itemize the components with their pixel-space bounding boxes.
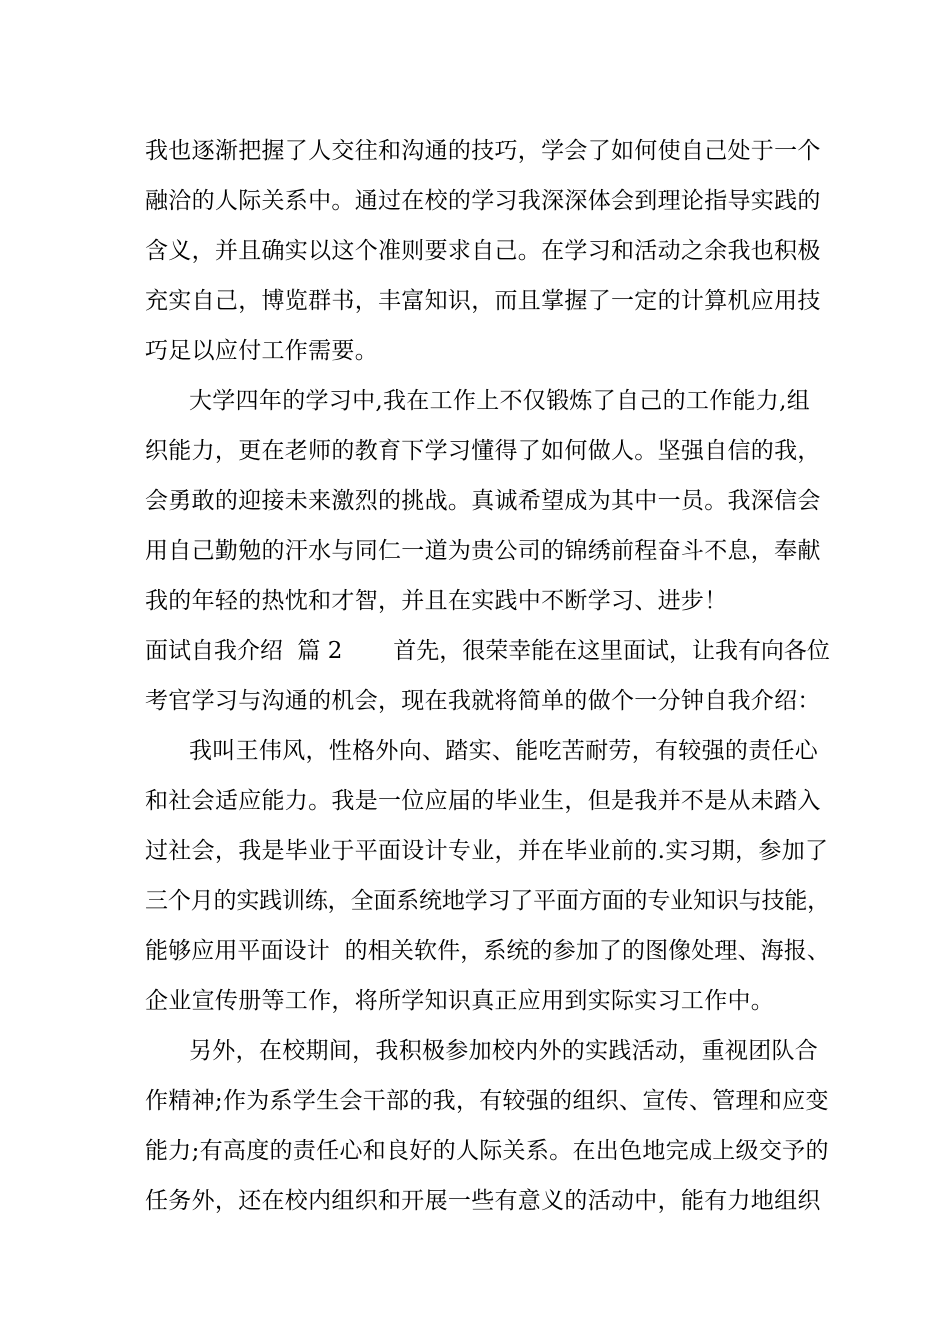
text-line: 和社会适应能力。我是一位应届的毕业生，但是我并不是从未踏入 — [145, 788, 821, 814]
text-line: 过社会，我是毕业于平面设计专业，并在毕业前的.实习期，参加了 — [145, 838, 829, 864]
text-line: 我也逐渐把握了人交往和沟通的技巧，学会了如何使自己处于一个 — [145, 138, 821, 164]
text-line: 会勇敢的迎接未来激烈的挑战。真诚希望成为其中一员。我深信会 — [145, 488, 821, 514]
paragraph-first-line: 另外，在校期间，我积极参加校内外的实践活动，重视团队合 — [189, 1038, 819, 1064]
text-line: 企业宣传册等工作，将所学知识真正应用到实际实习工作中。 — [145, 988, 775, 1014]
text-line: 织能力，更在老师的教育下学习懂得了如何做人。坚强自信的我， — [145, 438, 821, 464]
text-line: 作精神;作为系学生会干部的我，有较强的组织、宣传、管理和应变 — [145, 1088, 829, 1114]
text-line: 我的年轻的热忱和才智，并且在实践中不断学习、进步！ — [145, 588, 728, 614]
paragraph-first-line: 大学四年的学习中,我在工作上不仅锻炼了自己的工作能力,组 — [189, 388, 811, 414]
text-line: 考官学习与沟通的机会，现在我就将简单的做个一分钟自我介绍： — [145, 688, 821, 714]
paragraph-first-line: 我叫王伟风，性格外向、踏实、能吃苦耐劳，有较强的责任心 — [189, 738, 819, 764]
text-line: 能够应用平面设计 的相关软件，系统的参加了的图像处理、海报、 — [145, 938, 830, 964]
text-line: 融洽的人际关系中。通过在校的学习我深深体会到理论指导实践的 — [145, 188, 821, 214]
text-line: 能力;有高度的责任心和良好的人际关系。在出色地完成上级交予的 — [145, 1138, 829, 1164]
section-heading-line: 面试自我介绍 篇 2 首先，很荣幸能在这里面试，让我有向各位 — [145, 638, 830, 664]
text-line: 充实自己，博览群书，丰富知识，而且掌握了一定的计算机应用技 — [145, 288, 821, 314]
text-line: 含义，并且确实以这个准则要求自己。在学习和活动之余我也积极 — [145, 238, 821, 264]
text-line: 三个月的实践训练，全面系统地学习了平面方面的专业知识与技能， — [145, 888, 831, 914]
text-line: 巧足以应付工作需要。 — [145, 338, 378, 364]
text-line: 用自己勤勉的汗水与同仁一道为贵公司的锦绣前程奋斗不息，奉献 — [145, 538, 821, 564]
text-line: 任务外，还在校内组织和开展一些有意义的活动中，能有力地组织 — [145, 1188, 821, 1214]
